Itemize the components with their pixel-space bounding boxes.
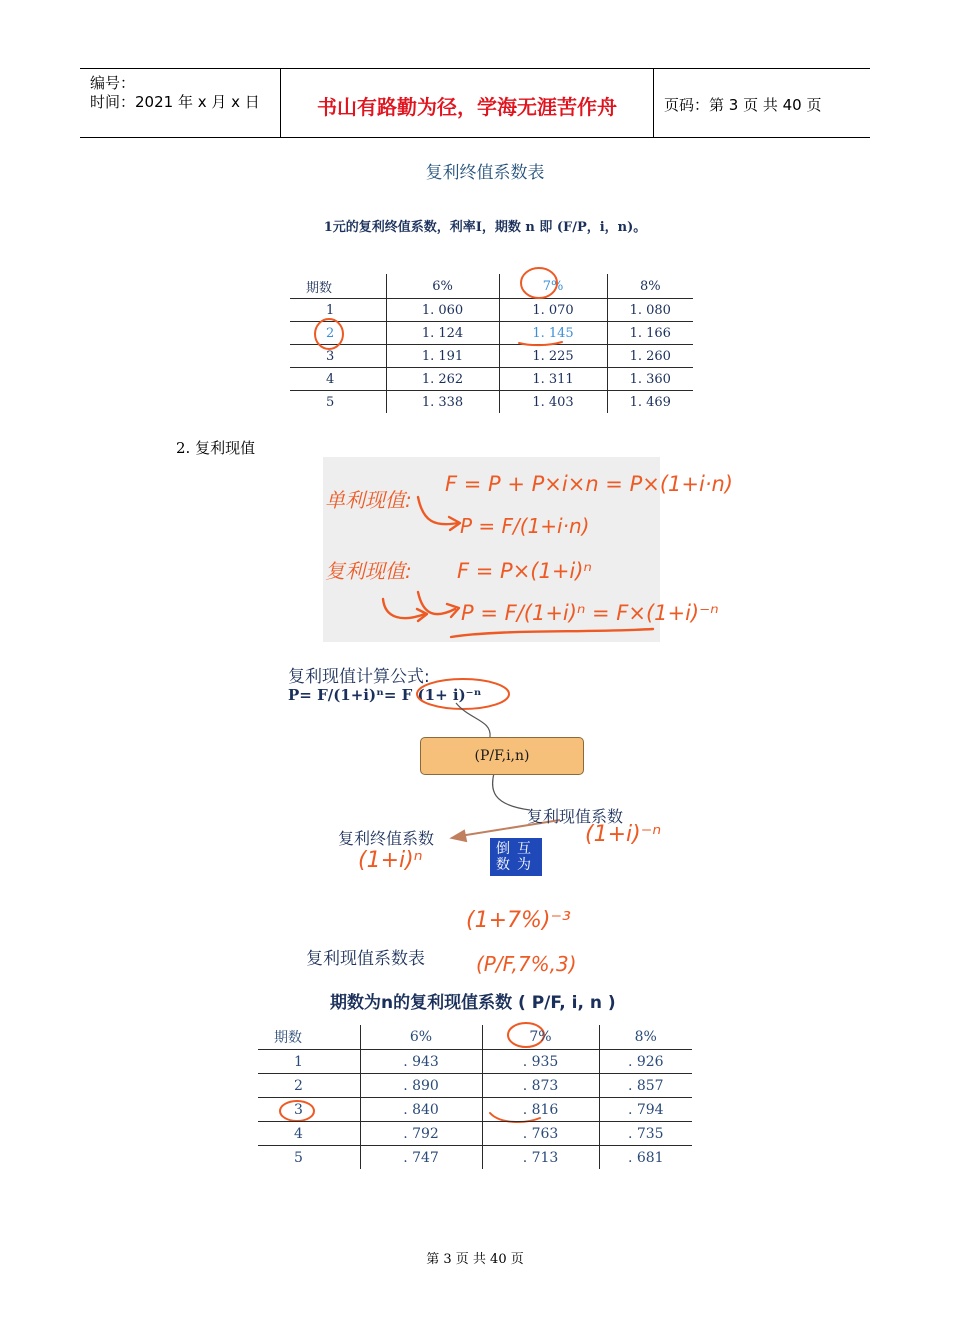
hw-fv-simple-eq: F = P + P×i×n = P×(1+i·n) xyxy=(445,472,734,496)
reciprocal-char: 倒 xyxy=(496,841,510,857)
table-row xyxy=(258,1050,692,1074)
table-cell: . 873 xyxy=(482,1074,599,1098)
pv-handwrite-note2: (P/F,7%,3) xyxy=(476,952,577,976)
table-cell: . 735 xyxy=(599,1122,692,1146)
reciprocal-box xyxy=(490,838,542,876)
reciprocal-char: 互 xyxy=(517,841,531,857)
table-cell: 1. 262 xyxy=(386,368,499,391)
table-cell: 1. 403 xyxy=(499,391,607,414)
table-cell: . 681 xyxy=(599,1146,692,1170)
table-row xyxy=(258,1074,692,1098)
header-page-info: 页码：第 3 页 共 40 页 xyxy=(664,96,822,114)
table-header-cell: 7% xyxy=(499,274,607,299)
hw-compound-label: 复利现值: xyxy=(325,559,412,583)
table-cell: 1. 225 xyxy=(499,345,607,368)
table-cell: . 840 xyxy=(360,1098,482,1122)
table-header-cell: 期数 xyxy=(306,280,333,296)
table-header-cell: 6% xyxy=(386,274,499,299)
pv-formula: P= F/(1+i)ⁿ= F (1+ i)⁻ⁿ xyxy=(288,686,482,704)
fv-table-heading: 复利终值系数表 xyxy=(425,163,545,183)
table-header-cell: 6% xyxy=(360,1025,482,1050)
hw-fv-compound-eq: F = P×(1+i)ⁿ xyxy=(457,559,592,583)
hw-pv-compound-eq: P = F/(1+i)ⁿ = F×(1+i)⁻ⁿ xyxy=(461,601,719,625)
table-cell: . 857 xyxy=(599,1074,692,1098)
pv-handwrite: (1+i)⁻ⁿ xyxy=(585,822,662,847)
table-cell: 3 xyxy=(290,345,386,368)
table-cell: 4 xyxy=(290,368,386,391)
table-cell: 1. 080 xyxy=(607,299,693,322)
table-cell: 1. 060 xyxy=(386,299,499,322)
hw-simple-label: 单利现值: xyxy=(325,488,412,512)
page-footer: 第 3 页 共 40 页 xyxy=(426,1252,524,1267)
pv-table-heading: 复利现值系数表 xyxy=(306,949,425,969)
table-cell: 1 xyxy=(258,1050,360,1074)
fv-factor-label: 复利终值系数 xyxy=(338,829,435,848)
table-row xyxy=(258,1122,692,1146)
table-header-cell: 7% xyxy=(482,1025,599,1050)
table-cell: 1. 124 xyxy=(386,322,499,345)
reciprocal-char: 数 xyxy=(496,857,510,873)
table-cell: . 747 xyxy=(360,1146,482,1170)
hw-pv-simple-eq: P = F/(1+i·n) xyxy=(460,514,590,538)
reciprocal-char: 为 xyxy=(517,857,531,873)
header-time: 时间：2021 年 x 月 x 日 xyxy=(90,93,260,111)
header-number: 编号： xyxy=(90,74,136,92)
pv-factor-box: (P/F,i,n) xyxy=(420,737,584,775)
table-row xyxy=(258,1098,692,1122)
header-motto: 书山有路勤为径，学海无涯苦作舟 xyxy=(317,95,617,119)
table-cell: . 816 xyxy=(482,1098,599,1122)
table-cell: . 935 xyxy=(482,1050,599,1074)
table-cell: . 763 xyxy=(482,1122,599,1146)
table-cell: 5 xyxy=(290,391,386,414)
table-cell: . 794 xyxy=(599,1098,692,1122)
table-cell: . 713 xyxy=(482,1146,599,1170)
table-cell: . 792 xyxy=(360,1122,482,1146)
pv-formula-title: 复利现值计算公式: xyxy=(288,667,430,687)
table-cell: 1. 166 xyxy=(607,322,693,345)
fv-handwrite: (1+i)ⁿ xyxy=(358,848,423,873)
pv-table-subtitle: 期数为n的复利现值系数 ( P/F, i, n ) xyxy=(330,993,616,1013)
table-header-cell: 8% xyxy=(599,1025,692,1050)
pv-factor-label: 复利现值系数 xyxy=(527,807,624,826)
pv-table xyxy=(258,1025,692,1169)
table-cell: 1. 070 xyxy=(499,299,607,322)
table-cell: 2 xyxy=(290,322,386,345)
table-cell: 1. 469 xyxy=(607,391,693,414)
table-header-row xyxy=(258,1025,692,1050)
fv-table-title: 1元的复利终值系数，利率I，期数 n 即 (F/P，i，n)。 xyxy=(323,220,647,235)
table-cell: . 943 xyxy=(360,1050,482,1074)
table-cell: 1. 360 xyxy=(607,368,693,391)
table-cell: 1. 260 xyxy=(607,345,693,368)
section-heading-pv: 2. 复利现值 xyxy=(176,439,256,457)
table-cell: 1. 145 xyxy=(499,322,607,345)
table-cell: 1. 311 xyxy=(499,368,607,391)
table-cell: 2 xyxy=(258,1074,360,1098)
table-cell: 1. 191 xyxy=(386,345,499,368)
table-row xyxy=(258,1146,692,1170)
pv-handwrite-note1: (1+7%)⁻³ xyxy=(466,908,571,933)
table-cell: 1 xyxy=(290,299,386,322)
table-header-cell: 8% xyxy=(607,274,693,299)
table-cell: 1. 338 xyxy=(386,391,499,414)
table-cell: . 926 xyxy=(599,1050,692,1074)
table-header-cell: 期数 xyxy=(274,1030,302,1046)
table-cell: . 890 xyxy=(360,1074,482,1098)
table-cell: 5 xyxy=(258,1146,360,1170)
table-cell: 4 xyxy=(258,1122,360,1146)
table-cell: 3 xyxy=(258,1098,360,1122)
